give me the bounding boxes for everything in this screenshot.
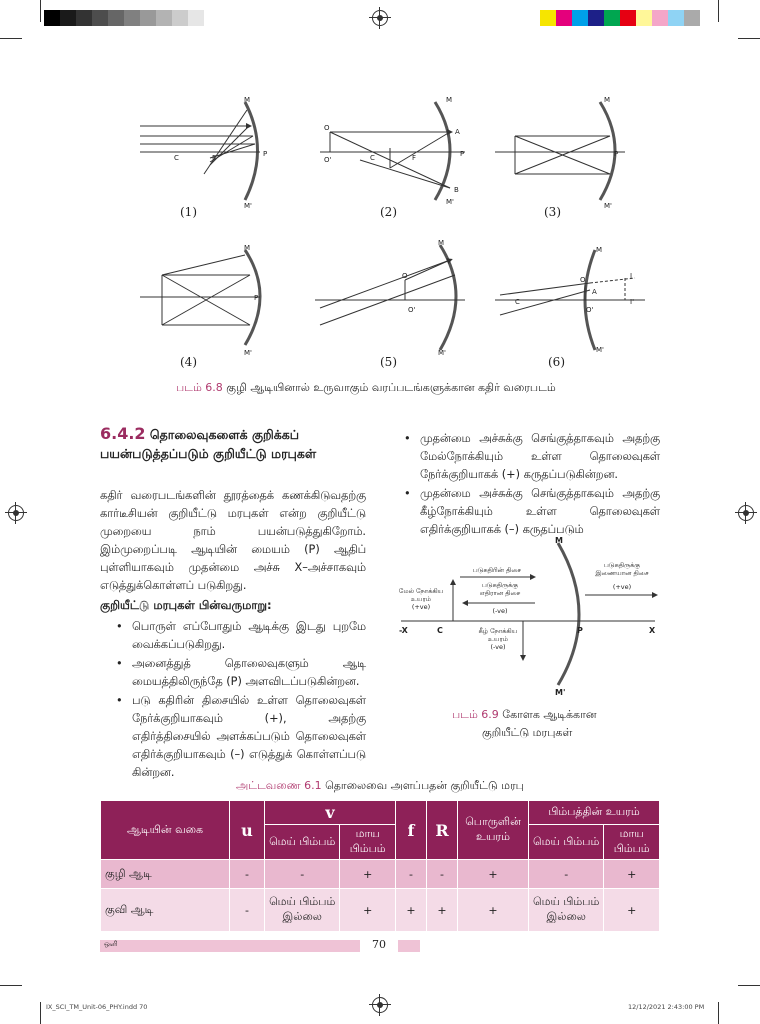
header-img-virtual: மாய பிம்பம்: [604, 825, 660, 860]
header-v: v: [265, 801, 396, 825]
parallel-direction-sign: (+ve): [612, 583, 632, 591]
bullet-text: அனைத்துத் தொலைவுகளும் ஆடி மையத்திலிருந்தே (P) அளவிடப்படுகின்றன.: [132, 657, 366, 688]
svg-text:O: O: [580, 276, 586, 284]
registration-mark-bottom: [372, 997, 388, 1013]
table-row: [101, 889, 660, 932]
svg-text:O: O: [324, 124, 330, 132]
svg-text:M': M': [604, 202, 612, 210]
svg-text:A: A: [455, 128, 460, 136]
against-direction-label-2: எதிரான திசை: [479, 589, 521, 597]
svg-text:P: P: [460, 150, 465, 158]
header-mirror-type: ஆடியின் வகை: [101, 801, 230, 860]
bullet-item: • படு கதிரின் திசையில் உள்ள தொலைவுகள் நேர்க்குறியாகவும் (+), அதற்கு எதிர்த்திசையில் அளக்கப்படும் தொலைவுகள் எதிர்க்குறியாகவும் (–) எடுத்துக் கொள்ளப்படு கின்றன.: [116, 694, 366, 779]
svg-text:M: M: [244, 244, 251, 252]
page-number: 70: [372, 938, 386, 951]
ray-diagram-5: [315, 245, 465, 350]
header-v-real: மெய் பிம்பம்: [265, 825, 340, 860]
crop-mark: [738, 38, 760, 39]
figure-label-4: (4): [180, 355, 197, 369]
crop-mark: [718, 1002, 719, 1024]
incident-direction-label: படுகதிரின் திசை: [472, 566, 522, 574]
cell-img-virtual: +: [604, 860, 660, 889]
footer-bar-left: [100, 940, 360, 952]
header-v-virtual: மாய பிம்பம்: [340, 825, 396, 860]
svg-text:M: M: [438, 239, 445, 247]
cell-mirror-type: குழி ஆடி: [101, 860, 230, 889]
svg-text:O': O': [324, 156, 332, 164]
bullet-item: • முதன்மை அச்சுக்கு செங்குத்தாகவும் அதற்கு கீழ்நோக்கியும் உள்ள தொலைவுகள் எதிர்க்குறியாகக் (–) கருதப்படும்: [404, 487, 660, 536]
cell-v-virtual: +: [340, 860, 396, 889]
svg-text:F: F: [412, 154, 417, 162]
svg-text:M: M: [596, 246, 603, 254]
section-number: 6.4.2: [100, 424, 146, 443]
sign-convention-table: [100, 800, 660, 932]
caption-number: படம் 6.9: [452, 708, 499, 721]
figure-label-3: (3): [544, 205, 561, 219]
m-label: M: [555, 536, 563, 545]
m-prime-label: M': [555, 688, 566, 695]
x-label: X: [649, 626, 656, 635]
header-img-real: மெய் பிம்பம்: [528, 825, 603, 860]
crop-mark: [40, 1002, 41, 1024]
figure-label-5: (5): [380, 355, 397, 369]
upward-height-label-2: உயரம்: [410, 595, 432, 603]
crop-mark: [0, 38, 22, 39]
bullet-item: • அனைத்துத் தொலைவுகளும் ஆடி மையத்திலிருந்தே (P) அளவிடப்படுகின்றன.: [116, 657, 366, 688]
figure-6-8-caption: [176, 381, 556, 396]
svg-text:I: I: [630, 272, 633, 280]
p-label: P: [577, 626, 583, 635]
crop-mark: [40, 0, 41, 22]
registration-mark-top: [372, 10, 388, 26]
crop-mark: [718, 0, 719, 22]
table-row: [101, 860, 660, 889]
cell-R: -: [426, 860, 457, 889]
file-name: IX_SCI_TM_Unit-06_PHY.indd 70: [46, 1003, 148, 1011]
bullet-text: பொருள் எப்போதும் ஆடிக்கு இடது புறமே வைக்கப்படுகிறது.: [132, 620, 366, 651]
cell-v-real: -: [265, 860, 340, 889]
cell-object-height: +: [457, 889, 528, 932]
svg-text:I': I': [630, 298, 634, 306]
figure-label-6: (6): [548, 355, 565, 369]
cell-v-real: மெய் பிம்பம் இல்லை: [265, 889, 340, 932]
caption-text: குழி ஆடியினால் உருவாகும் வரப்படங்களுக்கான கதிர் வரைபடம்: [226, 381, 556, 394]
convex-mirror-curve: [558, 543, 579, 685]
figure-6-9-caption: [452, 708, 597, 723]
header-f: f: [395, 801, 426, 860]
upward-height-sign: (+ve): [411, 603, 431, 611]
footer-bar-right: [398, 940, 420, 952]
svg-text:F: F: [212, 154, 217, 162]
crop-mark: [0, 985, 22, 986]
cell-u: -: [230, 860, 265, 889]
svg-text:M': M': [244, 202, 252, 210]
ray-diagram-2: [320, 102, 465, 200]
svg-text:M': M': [446, 198, 454, 206]
bullet-text: முதன்மை அச்சுக்கு செங்குத்தாகவும் அதற்கு மேல்நோக்கியும் உள்ள தொலைவுகள் நேர்க்குறியாகக் (+) கருதப்படுகின்றன.: [420, 432, 660, 481]
section-title: தொலைவுகளைக் குறிக்கப் பயன்படுத்தப்படும் குறியீட்டு மரபுகள்: [100, 427, 317, 461]
header-R: R: [426, 801, 457, 860]
ray-diagrams-figure: [120, 90, 680, 370]
process-color-bar: [540, 10, 700, 26]
bullet-item: • முதன்மை அச்சுக்கு செங்குத்தாகவும் அதற்கு மேல்நோக்கியும் உள்ள தொலைவுகள் நேர்க்குறியாகக் (+) கருதப்படுகின்றன.: [404, 432, 660, 481]
svg-text:M: M: [604, 96, 611, 104]
registration-mark-left: [8, 505, 24, 521]
svg-text:A: A: [592, 288, 597, 296]
section-heading: [100, 424, 330, 463]
downward-height-label-2: உயரம்: [487, 635, 509, 643]
cell-img-virtual: +: [604, 889, 660, 932]
intro-paragraph: கதிர் வரைபடங்களின் தூரத்தைக் கணக்கிடுவதற்கு கார்டீசியன் குறியீட்டு மரபுகள் என்ற குறியீட்டு முறையை நாம் பயன்படுத்துகிறோம். இம்முறைப்படி ஆடியின் மையம் (P) ஆதிப் புள்ளியாகவும் முதன்மை அச்சு X–அச்சாகவும் எடுத்துக்கொள்ளப் படுகிறது.: [100, 489, 366, 592]
cell-object-height: +: [457, 860, 528, 889]
cell-u: -: [230, 889, 265, 932]
parallel-direction-label-2: இணையான திசை: [595, 569, 649, 577]
conventions-subheading: குறியீட்டு மரபுகள் பின்வருமாறு:: [100, 598, 272, 612]
table-title: தொலைவை அளப்பதன் குறியீட்டு மரபு: [325, 779, 524, 792]
ray-diagram-3: [495, 102, 625, 200]
upward-height-label-1: மேல் நோக்கிய: [398, 587, 444, 595]
cell-v-virtual: +: [340, 889, 396, 932]
downward-height-label-1: கீழ் நோக்கிய: [478, 627, 518, 635]
svg-text:B: B: [454, 186, 459, 194]
svg-text:P: P: [263, 150, 268, 158]
against-direction-sign: (-ve): [492, 607, 508, 615]
svg-text:O: O: [402, 272, 408, 280]
header-u: u: [230, 801, 265, 860]
sign-convention-diagram: [395, 535, 665, 695]
c-label: C: [437, 626, 443, 635]
neg-x-label: -X: [399, 626, 408, 635]
svg-text:C: C: [174, 154, 179, 162]
table-number: அட்டவணை 6.1: [236, 779, 322, 792]
cell-img-real: -: [528, 860, 603, 889]
figure-6-9-caption-line2: குறியீட்டு மரபுகள்: [482, 726, 573, 739]
bullet-item: • பொருள் எப்போதும் ஆடிக்கு இடது புறமே வைக்கப்படுகிறது.: [116, 620, 366, 651]
cell-img-real: மெய் பிம்பம் இல்லை: [528, 889, 603, 932]
header-image-height: பிம்பத்தின் உயரம்: [528, 801, 659, 825]
chapter-name: ஒளி: [104, 940, 118, 948]
svg-text:P: P: [254, 294, 259, 302]
crop-mark: [738, 985, 760, 986]
caption-number: படம் 6.8: [176, 381, 223, 394]
ray-diagram-1: [140, 102, 260, 200]
svg-text:M: M: [244, 96, 251, 104]
svg-text:M': M': [438, 349, 446, 357]
bullet-text: படு கதிரின் திசையில் உள்ள தொலைவுகள் நேர்க்குறியாகவும் (+), அதற்கு எதிர்த்திசையில் அளக்கப்படும் தொலைவுகள் எதிர்க்குறியாகவும் (–) எடுத்துக் கொள்ளப்படு கின்றன.: [132, 694, 366, 779]
registration-mark-right: [738, 505, 754, 521]
svg-text:O': O': [408, 306, 416, 314]
against-direction-label-1: படுகதிருக்கு: [481, 581, 519, 589]
table-caption: [236, 779, 524, 794]
cell-f: -: [395, 860, 426, 889]
bullet-text: முதன்மை அச்சுக்கு செங்குத்தாகவும் அதற்கு கீழ்நோக்கியும் உள்ள தொலைவுகள் எதிர்க்குறியாகக் (–) கருதப்படும்: [420, 487, 660, 536]
ray-diagram-4: [140, 250, 260, 345]
svg-text:C: C: [370, 154, 375, 162]
svg-text:M': M': [596, 346, 604, 354]
parallel-direction-label-1: படுகதிருக்கு: [603, 561, 641, 569]
header-object-height: பொருளின் உயரம்: [457, 801, 528, 860]
svg-text:O': O': [586, 306, 594, 314]
cell-R: +: [426, 889, 457, 932]
svg-text:M': M': [244, 349, 252, 357]
cell-f: +: [395, 889, 426, 932]
svg-text:P: P: [614, 150, 619, 158]
grayscale-color-bar: [44, 10, 204, 26]
timestamp: 12/12/2021 2:43:00 PM: [628, 1003, 705, 1011]
figure-label-1: (1): [180, 205, 197, 219]
svg-text:C: C: [515, 298, 520, 306]
caption-text: கோளக ஆடிக்கான: [502, 708, 597, 721]
cell-mirror-type: குவி ஆடி: [101, 889, 230, 932]
svg-text:M: M: [446, 96, 453, 104]
downward-height-sign: (-ve): [490, 643, 506, 651]
figure-label-2: (2): [380, 205, 397, 219]
